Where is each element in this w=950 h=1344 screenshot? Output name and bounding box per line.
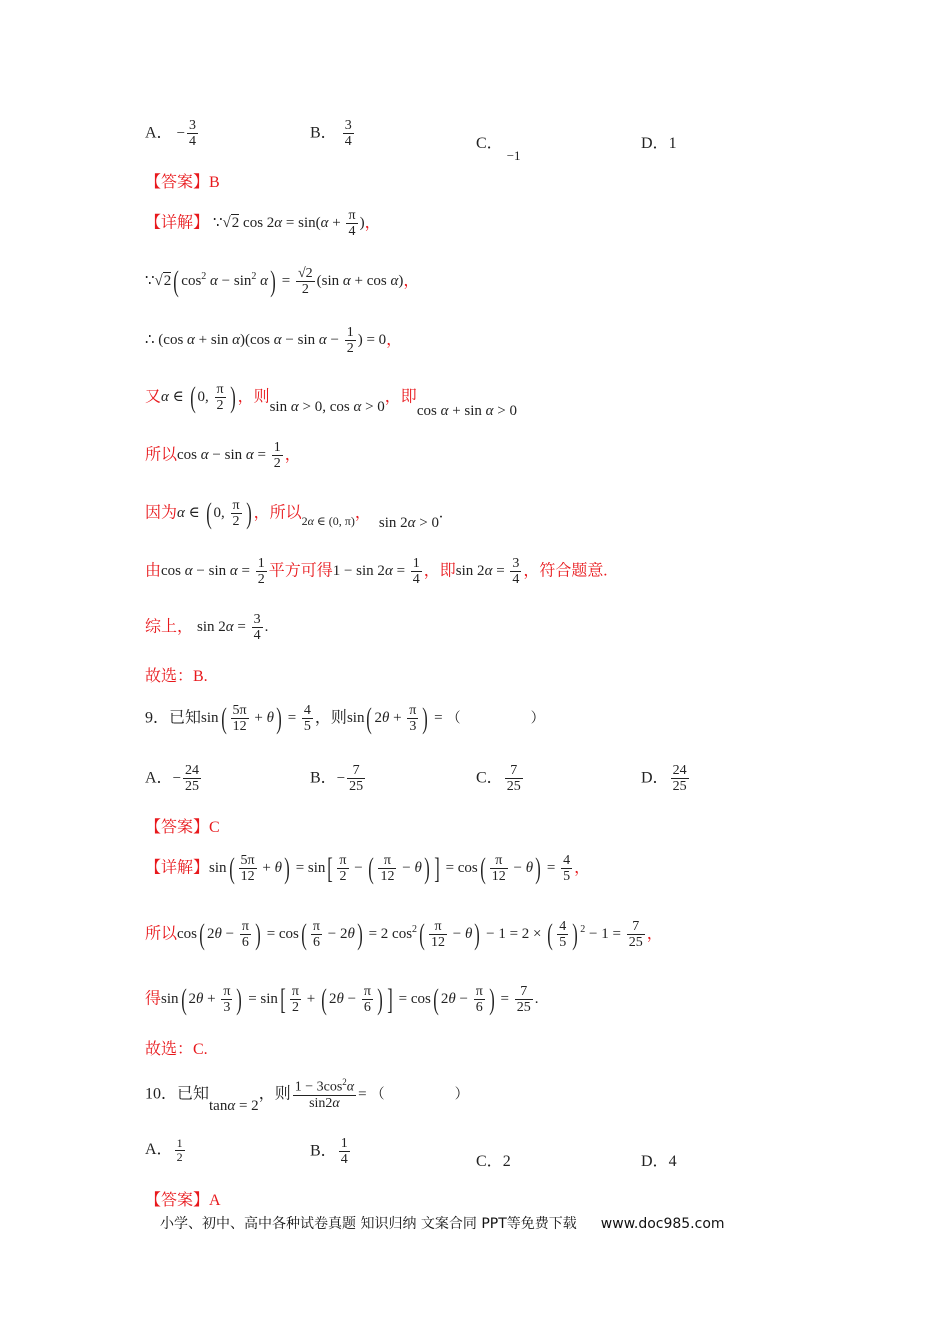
q9-answer: 【答案】C: [145, 819, 220, 836]
q9-stem: 9．已知sin( $\frac{5\pi}{12}$ + θ) = $\frac{4}{5}$ ，则sin( 2θ + $\frac{\pi}{3}$ ) = （ ）: [145, 701, 545, 735]
q8-detail-line4: 又α ∈ ( 0, $\frac{\pi}{2}$ ) ，则sin α > 0, cos α > 0，即cos α + sin α > 0: [145, 380, 517, 420]
q8-detail-line2: ∵√2( $\cos^2 \alpha - \sin^2 \alpha$) = $\frac{√2}{2}$ (sin α + cos α)，: [145, 264, 420, 298]
q8-option-d: D．1: [641, 135, 677, 152]
q10-stem: 10．已知tanα = 2，则 $\frac{1 - 3\cos^2\alpha}{\sin 2\alpha}$ = （ ）: [145, 1077, 469, 1115]
q8-answer: 【答案】B: [145, 174, 220, 191]
q9-conclusion: 故选：C.: [145, 1041, 208, 1058]
footer-url-link[interactable]: www.doc985.com: [600, 1216, 725, 1232]
q9-option-c: C． $\frac{7}{25}$: [476, 763, 521, 795]
q8-detail-line3: ∴ (cos α + sin α)(cos α − sin α − $\frac{1}{2}$ ) = 0，: [145, 325, 403, 357]
q8-detail-line5: 所以cos α − sin α = $\frac{1}{2}$ ，: [145, 440, 301, 472]
q8-detail-line6: 因为α ∈ ( 0, $\frac{\pi}{2}$ ) ，所以$_{2\alpha \in (0, \pi)}$， sin 2α > 0.: [145, 496, 443, 532]
q10-option-c: C．2: [476, 1153, 511, 1170]
q8-detail-line8: 综上， sin 2α = $\frac{3}{4}$ .: [145, 612, 269, 644]
footer-text: 小学、初中、高中各种试卷真题 知识归纳 文案合同 PPT等免费下载: [160, 1216, 577, 1232]
q8-conclusion: 故选：B.: [145, 668, 208, 685]
q9-option-a: A．− $\frac{24}{25}$: [145, 763, 200, 795]
q8-detail-line7: 由cos α − sin α = $\frac{1}{2}$ 平方可得1 − sin 2α = $\frac{1}{4}$ ，即sin 2α = $\frac{3}{4}$ ，符合题意.: [145, 556, 608, 588]
q10-option-a: A． $\frac{1}{2}$: [145, 1135, 183, 1164]
q8-option-c: C． $_{-1}$: [476, 135, 521, 163]
q9-detail-line1: 【详解】sin( $\frac{5\pi}{12}$ + θ) = sin[ $\frac{\pi}{2}$ − ( $\frac{\pi}{12}$ − θ) ] = cos( $\frac{\pi}{12}$ − θ) = $\frac{4}{5}$ ，: [145, 851, 591, 885]
q8-detail-line1: 【详解】 ∵√2 cos 2α = sin(α + $\frac{\pi}{4}$ )，: [145, 208, 381, 240]
q9-detail-line3: 得sin( 2θ + $\frac{\pi}{3}$ ) = sin[ $\frac{\pi}{2}$ + ( 2θ − $\frac{\pi}{6}$ ) ] = cos( 2θ − $\frac{\pi}{6}$ ) = $\frac{7}{25}$ .: [145, 982, 539, 1016]
q9-option-b: B．− $\frac{7}{25}$: [310, 763, 364, 795]
q9-detail-line2: 所以cos( 2θ − $\frac{\pi}{6}$ ) = cos( $\frac{\pi}{6}$ − 2θ) = 2 $\cos^2$( $\frac{\pi}{12}$ − θ) − 1 = 2 × ( $\frac{4}{5}$ ) $^2$ − 1 = $\frac{7}{25}$ ，: [145, 917, 663, 951]
q10-option-d: D．4: [641, 1153, 677, 1170]
q10-answer: 【答案】A: [145, 1192, 221, 1209]
q10-option-b: B． $\frac{1}{4}$: [310, 1136, 348, 1168]
footer-banner: [160, 1213, 725, 1233]
q8-option-b: B． $\frac{3}{4}$: [310, 118, 352, 150]
q8-option-a: A． − $\frac{3}{4}$: [145, 118, 197, 150]
q9-option-d: D． $\frac{24}{25}$: [641, 763, 687, 795]
